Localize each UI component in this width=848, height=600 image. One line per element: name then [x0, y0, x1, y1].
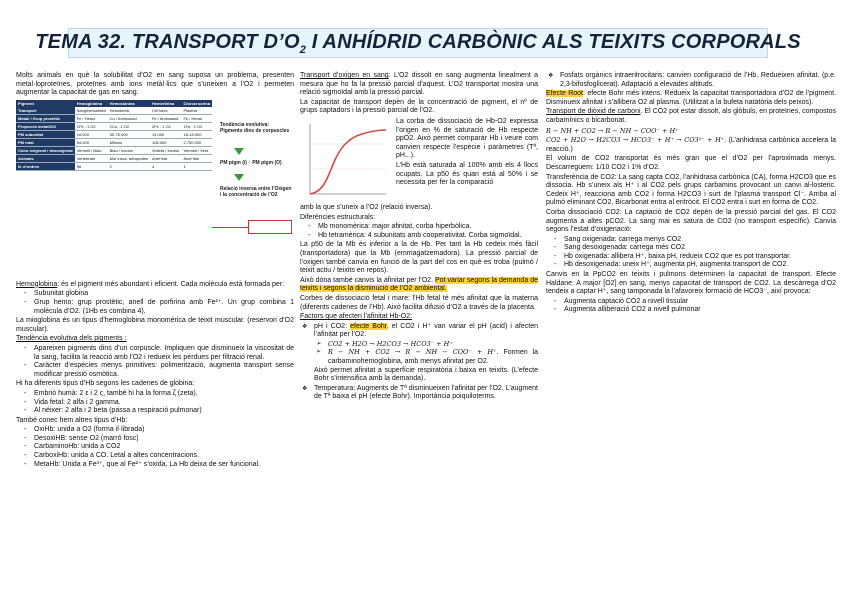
table-cell: Mol·luscs, artròpodes	[108, 154, 150, 162]
haldane-list	[546, 298, 836, 315]
table-row	[16, 130, 212, 138]
affinity-paragraph: amb la que s’uneix a l’O2 (relació inversa).	[300, 203, 433, 211]
table-cell: 1Fe : 1 O2	[75, 122, 108, 130]
differences-list	[300, 223, 538, 240]
table-cell: N. d’ordres	[16, 162, 75, 170]
highlighted-text: Pot variar segons la demanda de teixits i segons la disminució de l’O2 ambiental.	[300, 276, 538, 293]
list-item: - Mb monomèrica: major afinitat, corba hiperbòlica.	[300, 223, 538, 232]
list-item: - Caràcter d’espècies menys primitives: polimerització, augmenta transport sense modificar pressió osmòtica.	[16, 362, 294, 379]
table-header-row	[16, 100, 212, 107]
equations-list	[314, 340, 538, 367]
equation: R − NH + CO2 → R − NH − COO⁻ + H⁺.	[328, 348, 499, 357]
list-item: - Hb desoxigenada: uneix H⁺, augmenta pH, augmenta transport de CO2.	[546, 261, 836, 270]
list-item: - CarboxiHb: unida a CO. Letal a altes concentracions.	[16, 452, 294, 461]
volume-paragraph: El volum de CO2 transportat és més gran que el d’O2 per l’aproximada menys. Descarreguem: 1/10 CO2 i 1% d’O2.	[546, 155, 836, 171]
table-header: Pigment	[16, 100, 75, 107]
root-paragraph	[546, 90, 836, 107]
transport-text: : L’O2 dissolt en sang augmenta linealment a mesura que ho fa la pressió parcial d’aquest. L’O2 transportat mostra una relació sigmoïdal amb la pressió parcial.	[300, 72, 538, 97]
table-row	[16, 138, 212, 146]
table-cell: Anèl·lids	[181, 154, 212, 162]
ph-text: , el CO2 i H⁺ van variar el pH (acid) i afecten l’afinitat per l’O2.	[314, 322, 538, 339]
dissociation-text	[396, 118, 538, 202]
table-row	[16, 162, 212, 170]
factor-temperature: ❖ Temperatura: Augments de Tª disminueixen l’afinitat per l’O2. L’augment de Tª baixa el pH (efecte Bohr). Importància poiquiloterms.	[300, 385, 538, 402]
table-cell: 16-18.000	[181, 130, 212, 138]
table-cell: Vermell / Verd	[181, 146, 212, 154]
table-cell: 2	[108, 162, 150, 170]
dissociation-curve-graph	[300, 118, 390, 202]
table-cell: Vertebrats	[75, 154, 108, 162]
table-cell: Fe / Hemo	[75, 114, 108, 122]
table-cell: 50-75.000	[108, 130, 150, 138]
table-cell: Fe / Aminoàcid	[150, 114, 182, 122]
differences-heading: Diferències estructurals:	[300, 213, 376, 221]
list-item: - OxiHb: unida a O2 (forma il·librada)	[16, 426, 294, 435]
co2-text: . El CO2 pot estar dissolt, als glòbuls, en proteïnes, compostos carbamínics o bicarbonat.	[546, 108, 836, 124]
factor-ph	[300, 323, 538, 384]
title-main: TEMA 32. TRANSPORT D’O	[35, 30, 300, 53]
equation-line	[546, 136, 836, 154]
dissociation-section	[300, 118, 538, 202]
list-item: - Sang desoxigenada: carrega més CO2	[546, 244, 836, 253]
transfer-paragraph: Transferència de CO2: La sang capta CO2, l’anhidrasa carbònica (CA), forma H2CO3 que es dissocia. Hb s’uneix als H⁺ i al CO2 pels grups carbamins provocant un canvi al-losteric. Cedeix H⁺, reacciona amb CO2 i forma H2CO3 i surt de l’plasma transport Cl⁻. Arriba al pulmó eliminant CO2. Bicarbonat entra al eritròcit. El CO2 entra i surt en forma de CO2.	[546, 173, 836, 207]
factor-phosphates: ❖ Fosfats orgànics intraeritrocitaris: canvien configuració de l’Hb. Redueixen afinitat. (p.e. 2,3-bifosfoglicerat). Adaptació a elevades altituds.	[546, 72, 836, 89]
hemoglobin-paragraph	[16, 281, 294, 290]
table-row	[16, 114, 212, 122]
table-cell: 108.000	[150, 138, 182, 146]
list-item: - Subunitat globina	[16, 290, 294, 299]
annotation-line	[212, 227, 248, 228]
down-arrow-icon	[234, 174, 244, 181]
list-item: - DesoxiHB: sense O2 (marró fosc)	[16, 435, 294, 444]
list-item: - Augmenta alliberació CO2 a nivell pulmonar	[546, 306, 836, 315]
factors-heading: Factors que afecten l’afinitat Hb-O2:	[300, 313, 413, 321]
table-cell: 1Fe : 1 O2	[181, 122, 212, 130]
table-cell: Milions	[108, 138, 150, 146]
table-header: Hemoglobina	[75, 100, 108, 107]
placenta-paragraph: Corbes de dissociació fetal i mare: l’Hb fetal té més afinitat que la materna (diferents cadenes de l’Hb). Això facilita difusió d’O2 a través de la placenta.	[300, 294, 538, 311]
table-cell: 16.000	[75, 130, 108, 138]
equation-note: (L’anhidrasa carbònica accelera la reacció.)	[546, 137, 836, 153]
table-cell: Vermell / Blau	[75, 146, 108, 154]
factors-list	[300, 323, 538, 402]
ph-label: pH i CO2:	[314, 322, 351, 330]
table-header: Clorocruorina	[181, 100, 212, 107]
table-cell: 96	[75, 162, 108, 170]
table-body	[16, 107, 212, 171]
hemoglobin-heading: Hemoglobina	[16, 280, 58, 288]
transport-paragraph	[300, 72, 538, 98]
table-note-trend: Tendència evolutiva: Pigments dins de corpuscles	[220, 121, 290, 134]
table-cell: Blau / Incolor	[108, 146, 150, 154]
co2-curve-paragraph: Corba dissociació CO2: La captació de CO2 depèn de la pressió parcial del gas. El CO2 augmenta a altes pCO2. La sang mai es satura de CO2 (no transport específic). Canvia segons l’estat d’oxigenació:	[546, 208, 836, 234]
root-text: : efecte Bohr més intens. Redueix la capacitat transportadora d’O2 de l’pigment. Disminueix afinitat i s’allibera O2 al plasma. (Utilitzat a la bufeta natatòria dels peixos).	[546, 90, 837, 106]
co2-paragraph	[546, 108, 836, 125]
table-note-pm: PM pigm (i) ↑ PM pigm (O)	[220, 159, 282, 166]
list-item: - Vida fetal: 2 alfa i 2 gamma.	[16, 399, 294, 408]
capacity-paragraph: La capacitat de transport depèn de la concentració de pigment, el nº de grups captadors i la pressió parcial de l’O2.	[300, 98, 538, 115]
list-item: - Embrió humà: 2 ε i 2 ς, també hi ha la forma ζ (zeta).	[16, 390, 294, 399]
pigment-table-figure	[16, 100, 294, 278]
table-cell: Sang/hemolimfa	[75, 107, 108, 115]
column-2	[300, 72, 538, 403]
list-item: - Hb tetramèrica: 4 subunitats amb cooperativitat. Corba sigmoïdal.	[300, 232, 538, 241]
column-1	[16, 72, 294, 470]
title-banner	[35, 28, 801, 58]
list-item: - Augmenta captació CO2 a nivell tissular	[546, 298, 836, 307]
list-item: - CarbaminoHb: unida a CO2	[16, 443, 294, 452]
table-cell: Proporció metall/O2	[16, 122, 75, 130]
intro-paragraph: Molts animals en què la solubilitat d’O2 en sang suposa un problema, presenten metal·loproteïnes, proteïnes amb ions metàl·lics que s’uneixen a l’O2 i permeten augmentar la capacitat de gas en sang.	[16, 72, 294, 97]
haldane-paragraph: Canvis en la PpCO2 en teixits i pulmons determinen la capacitat de transport. Efecte Haldane: A major [O2] en sang, menys capacitat de transport de CO2. La descàrrega d’O2 tendeix a captar H⁺, sang tamponada la l’afavoreix formació de HCO3⁻, així provoca:	[546, 271, 836, 296]
equation: ➢ CO2 + H2O → H2CO3 → HCO3⁻ + H⁺	[314, 340, 538, 349]
table-cell: Cu / Aminoàcid	[108, 114, 150, 122]
other-types-paragraph: També conec hem altres tipus d’Hb:	[16, 416, 128, 424]
table-header: Hemeritrina	[150, 100, 182, 107]
dissociation-curve-figure	[300, 118, 390, 202]
table-cell: 64.000	[75, 138, 108, 146]
table-cell: 2Fe : 1 O2	[150, 122, 182, 130]
fetal-text: Això dóna també canvis la afinitat per l’O2.	[300, 276, 436, 284]
p50-paragraph: La p50 de la Mb és inferior a la de Hb. Per tant la Hb cedeix més fàcil (transportadora) que la Mb (emmagatzemadora). La pressió parcial de l’oxigen també canvia en funció de la part del cos en què es troba (pulmó / teixit actiu / teixits en repòs).	[300, 241, 538, 275]
table-cell: Animals	[16, 154, 75, 162]
annotation-box	[248, 220, 292, 234]
list-item: - Sang oxigenada: carrega menys CO2	[546, 236, 836, 245]
list-item: - Al néixer: 2 alfa i 2 beta (passa a respiració pulmonar)	[16, 407, 294, 416]
bohr-paragraph: Això permet afinitat a superfície respiratòria i baixa en teixits. (L’efecte Bohr s’intensifica amb la demanda).	[314, 366, 538, 383]
table-header: Hemocianina	[108, 100, 150, 107]
table-row	[16, 146, 212, 154]
root-highlight: Efecte Root	[546, 90, 584, 98]
hemoglobin-list	[16, 290, 294, 316]
trend-heading: Tendència evolutiva dels pigments :	[16, 335, 127, 343]
down-arrow-icon	[234, 148, 244, 155]
table-row	[16, 107, 212, 115]
list-item: - Apareixen pigments dins d’un corpuscle. Impliquen que disminueix la viscositat de la sang, facilita la reacció amb l’O2 i redueix les pèrdues per filtració renal.	[16, 345, 294, 362]
table-row	[16, 122, 212, 130]
table-cell: Metall / Grup prostètic	[16, 114, 75, 122]
table-cell: 4	[150, 162, 182, 170]
equation: R − NH + CO2 → R − NH − COO⁻ + H⁺	[546, 126, 679, 135]
table-cell: Transport	[16, 107, 75, 115]
curve-paragraph: La corba de dissociació de Hb-O2 expressa l’origen en % de saturació de Hb respecte ppO2. Això permet comparar Hb i veure com canvien respecte l’espècie i paràmetres (Tª, pH...).	[396, 117, 538, 160]
page-title	[35, 31, 800, 56]
table-cell: Violeta / Incolor	[150, 146, 182, 154]
bohr-highlight: efecte Bohr	[350, 322, 387, 330]
co2-heading: Transport de diòxid de carboni	[546, 108, 641, 116]
table-cell: Cèl·lules	[150, 107, 182, 115]
table-note-relation: Relació inversa entre l’Oxigen i la concentració de l’O2	[220, 185, 292, 198]
hb-types-paragraph: Hi ha diferents tipus d’Hb segons les cadenes de globina:	[16, 380, 195, 388]
table-cell: Anèl·lids	[150, 154, 182, 162]
table-cell: PM total	[16, 138, 75, 146]
table-cell: Color oxigenat / desoxigenat	[16, 146, 75, 154]
list-item: - MetaHb: Unida a Fe³⁺, que al Fe²⁺ s’oxida, La Hb deixa de ser funcional.	[16, 461, 294, 470]
equation-note: Formen la carbaminohemoglobina, amb menys afinitat per O2.	[328, 349, 538, 366]
table-cell: 1	[181, 162, 212, 170]
title-subscript: 2	[299, 43, 307, 56]
trend-list	[16, 345, 294, 379]
table-cell: Hemolimfa	[108, 107, 150, 115]
saturation-paragraph: L’Hb està saturada al 100% amb els 4 llocs ocupats. La p50 és quan està al 50% i se necessita per fer la comparació	[396, 161, 538, 187]
phosphates-list	[546, 72, 836, 89]
table-cell: Plasma	[181, 107, 212, 115]
blood-state-list	[546, 236, 836, 270]
pigment-table	[16, 100, 212, 171]
list-item: - Hb oxigenada: allibera H⁺, baixa pH, redueix CO2 que es pot transportar.	[546, 253, 836, 262]
table-cell: Fe / Hemo	[181, 114, 212, 122]
table-row	[16, 154, 212, 162]
hemoglobin-text: : és el pigment més abundant i eficient. Cada molècula està formada per:	[57, 280, 285, 288]
hb-types-list	[16, 390, 294, 416]
table-cell: 13.000	[150, 130, 182, 138]
equation: CO2 + H2O → H2CO3 → HCO3⁻ + H⁺ → CO3²⁻ + H⁺.	[546, 136, 727, 145]
table-cell: 2.750.000	[181, 138, 212, 146]
equation-item	[314, 348, 538, 366]
table-cell: PM subunitat	[16, 130, 75, 138]
fetal-paragraph	[300, 277, 538, 294]
list-item: - Grup hemo: grup prostètic, anell de porfirina amb Fe²⁺. Un grup combina 1 molècula d’O2. (1Hb es combina 4).	[16, 299, 294, 316]
transport-heading: Transport d’oxigen en sang	[300, 72, 389, 79]
table-cell: 2Cu : 1 O2	[108, 122, 150, 130]
other-types-list	[16, 426, 294, 469]
title-rest: I ANHÍDRID CARBÒNIC ALS TEIXITS CORPORALS	[306, 30, 801, 53]
column-3	[546, 72, 836, 316]
myoglobin-paragraph: La mioglobina és un tipus d’hemoglobina monomèrica de teixit muscular. (reservori d’O2 muscular).	[16, 317, 294, 333]
